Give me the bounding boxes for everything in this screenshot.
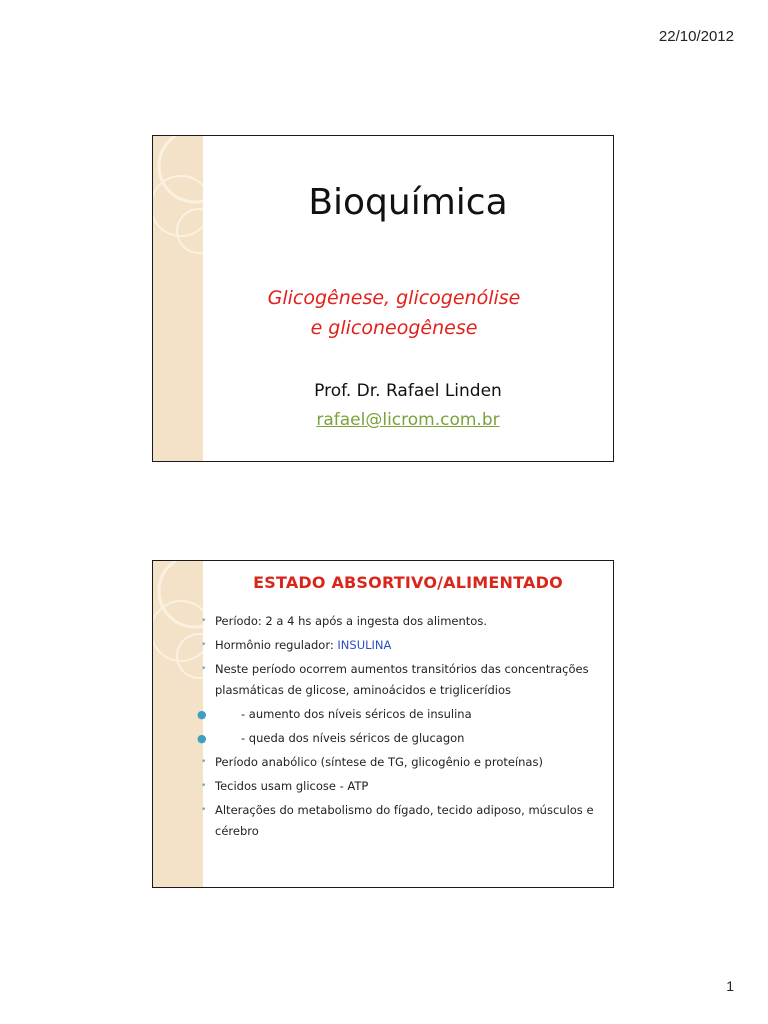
bullet-icon: ● <box>197 708 207 721</box>
bullet-icon: • <box>201 664 207 674</box>
list-item: • Período anabólico (síntese de TG, glicogênio e proteínas) <box>201 752 601 773</box>
bullet-icon: • <box>201 640 207 650</box>
decorative-circles <box>153 561 203 888</box>
title-slide <box>152 135 614 462</box>
bullet-icon: • <box>201 757 207 767</box>
slide-title: ESTADO ABSORTIVO/ALIMENTADO <box>253 573 563 592</box>
document-date: 22/10/2012 <box>658 28 734 45</box>
content-slide <box>152 560 614 888</box>
list-item: ● - aumento dos níveis séricos de insulina <box>201 704 601 725</box>
list-item: • Hormônio regulador: INSULINA <box>201 635 601 656</box>
bullet-icon: • <box>201 805 207 815</box>
list-item: • Tecidos usam glicose - ATP <box>201 776 601 797</box>
author-name: Prof. Dr. Rafael Linden <box>314 381 502 401</box>
bullet-list <box>197 611 601 845</box>
decorative-band <box>153 136 203 461</box>
list-item: • Alterações do metabolismo do fígado, tecido adiposo, músculos e cérebro <box>201 800 601 842</box>
slide-subtitle: Glicogênese, glicogenólise e gliconeogênese <box>267 287 521 339</box>
list-item: • Período: 2 a 4 hs após a ingesta dos alimentos. <box>201 611 601 632</box>
author-email-link[interactable]: rafael@licrom.com.br <box>316 410 500 430</box>
slide-title: Bioquímica <box>308 182 508 223</box>
list-item: • Neste período ocorrem aumentos transitórios das concentrações plasmáticas de glicose, aminoácidos e triglicerídios <box>201 659 601 701</box>
bullet-icon: ● <box>197 732 207 745</box>
decorative-circles <box>153 136 203 462</box>
bullet-icon: • <box>201 616 207 626</box>
decorative-band <box>153 561 203 887</box>
bullet-icon: • <box>201 781 207 791</box>
list-item: ● - queda dos níveis séricos de glucagon <box>201 728 601 749</box>
hormone-highlight: INSULINA <box>337 638 392 652</box>
page-number: 1 <box>726 978 734 994</box>
